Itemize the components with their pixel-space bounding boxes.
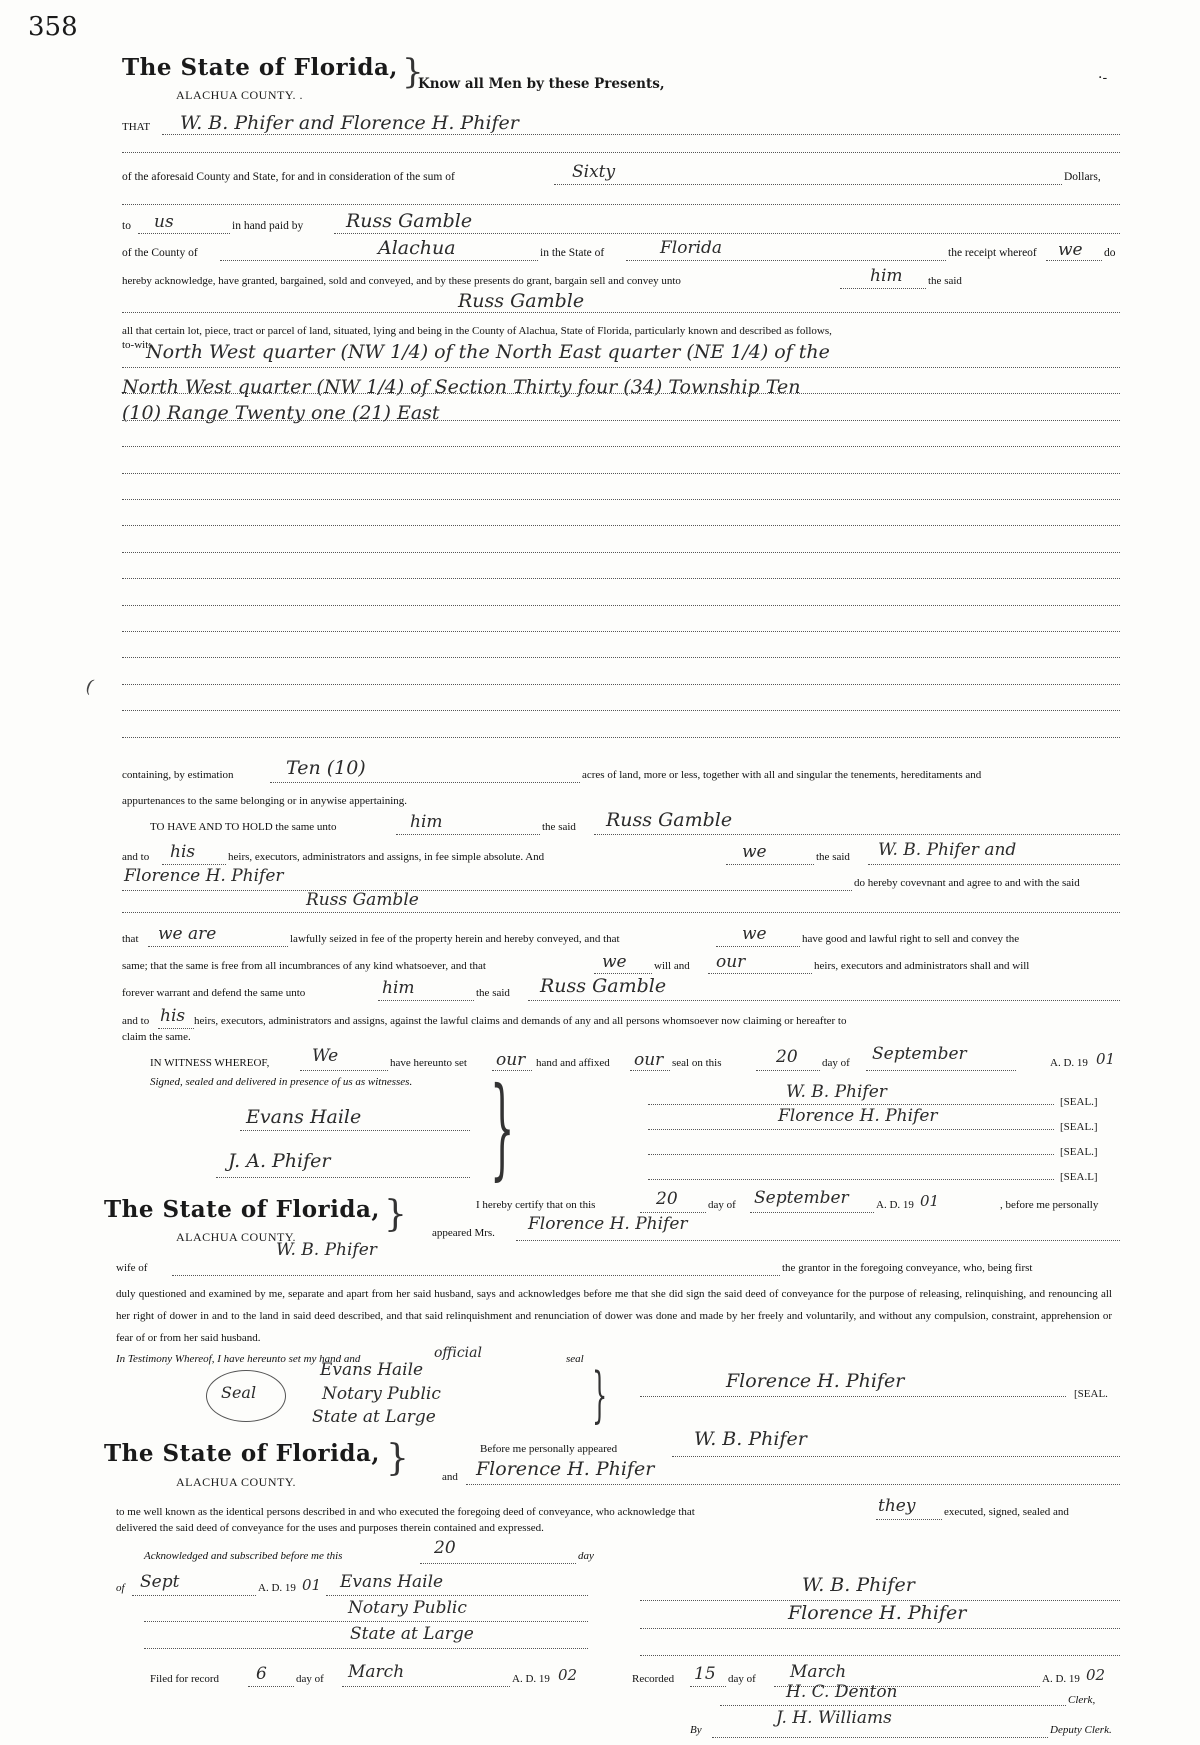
rule — [162, 864, 226, 865]
rule — [648, 1104, 1054, 1105]
grantor2-hw: Florence H. Phifer — [124, 866, 284, 886]
we-hw: we — [742, 842, 767, 862]
notary2-title-hw: Notary Public — [348, 1598, 467, 1618]
description-rule — [122, 552, 1120, 553]
have-set-label: have hereunto set — [390, 1057, 467, 1069]
notary-seal-stamp — [206, 1370, 286, 1422]
paid-by-hw: Russ Gamble — [346, 210, 473, 232]
sig2-hw: Florence H. Phifer — [778, 1106, 938, 1126]
rule — [840, 288, 926, 289]
rule — [594, 834, 1120, 835]
will-and-label: will and — [654, 960, 690, 972]
person1-hw: W. B. Phifer — [694, 1428, 807, 1450]
filed-month-hw: March — [348, 1662, 405, 1682]
the-said-label: the said — [928, 275, 962, 287]
lawfully-text: lawfully seized in fee of the property herein and hereby conveyed, and that — [290, 933, 620, 945]
rule — [172, 1275, 780, 1276]
grantee-hw-2: Russ Gamble — [606, 809, 733, 831]
description-rule — [122, 657, 1120, 658]
dollars-label: Dollars, — [1064, 171, 1101, 183]
description-rule — [122, 393, 1120, 394]
rec-month-hw: March — [790, 1662, 847, 1682]
state-heading: The State of Florida, — [122, 54, 398, 81]
cert2-sig1-hw: W. B. Phifer — [802, 1574, 915, 1596]
cert1-month-hw: September — [754, 1188, 849, 1208]
mrs-hw: Florence H. Phifer — [528, 1214, 688, 1234]
acres-text: acres of land, more or less, together with all and singular the tenements, hereditaments and — [582, 769, 982, 781]
all-that-text: all that certain lot, piece, tract or parcel of land, situated, lying and being in the County of Alachua, State of Florida, particularly known and described as follows, — [122, 325, 832, 337]
receipt-hw: we — [1058, 240, 1083, 260]
rule — [300, 1070, 388, 1071]
rule — [648, 1154, 1054, 1155]
rule — [334, 233, 1120, 234]
rule — [626, 260, 946, 261]
rule — [122, 152, 1120, 153]
rule — [720, 1705, 1066, 1706]
seal-3: [SEAL.] — [1060, 1146, 1098, 1158]
witness-day-hw: 20 — [776, 1047, 798, 1067]
sum-hw: Sixty — [572, 162, 616, 182]
cert2-sig2-hw: Florence H. Phifer — [788, 1602, 967, 1624]
rule — [162, 134, 1120, 135]
rule — [248, 1686, 294, 1687]
his-hw: his — [170, 842, 196, 862]
to-wit-label: to-wit: — [122, 339, 152, 351]
state-hw: Florida — [660, 238, 723, 258]
seal-stamp-hw: Seal — [221, 1383, 257, 1402]
rule — [1046, 260, 1102, 261]
description-rule — [122, 605, 1120, 606]
witness-year-hw: 01 — [1096, 1050, 1116, 1068]
have-good-text: have good and lawful right to sell and convey the — [802, 933, 1020, 945]
rule — [144, 1621, 588, 1622]
heirs3-text: heirs, executors, administrators and assigns, against the lawful claims and demands of any and all persons whomsoever now claiming or hereafter to — [194, 1015, 847, 1027]
that-label-2: that — [122, 933, 139, 945]
cert1-county: ALACHUA COUNTY. — [176, 1230, 296, 1244]
rule — [866, 1070, 1016, 1071]
cert1-year-hw: 01 — [920, 1192, 940, 1210]
rule — [138, 233, 230, 234]
appurtenances-text: appurtenances to the same belonging or in anywise appertaining. — [122, 795, 407, 807]
the-said-4: the said — [476, 987, 510, 999]
rule — [712, 1737, 1048, 1738]
description-rule — [122, 367, 1120, 368]
our-hw: our — [716, 952, 746, 972]
description-rule — [122, 578, 1120, 579]
rule — [554, 184, 1062, 185]
the-said-3: the said — [816, 851, 850, 863]
heirs2-text: heirs, executors and administrators shall and will — [814, 960, 1030, 972]
forever-text: forever warrant and defend the same unto — [122, 987, 306, 999]
to-label: to — [122, 220, 131, 232]
signed-text: Signed, sealed and delivered in presence of us as witnesses. — [150, 1076, 413, 1088]
rule — [640, 1655, 1120, 1656]
grantor1-hw: W. B. Phifer and — [878, 840, 1017, 860]
clerk-label: Clerk, — [1068, 1694, 1096, 1706]
cert2-body2: delivered the said deed of conveyance for the uses and purposes therein contained and expressed. — [116, 1522, 544, 1534]
description-rule — [122, 473, 1120, 474]
claim-text: claim the same. — [122, 1031, 191, 1043]
that-label: THAT — [122, 121, 151, 133]
to-have-text: TO HAVE AND TO HOLD the same unto — [150, 821, 337, 833]
rule — [528, 1000, 1120, 1001]
certify-text: I hereby certify that on this — [476, 1199, 596, 1211]
to-hw: us — [154, 212, 174, 232]
rule — [640, 1628, 1120, 1629]
him-hw: him — [382, 978, 415, 998]
sig1-hw: W. B. Phifer — [786, 1082, 887, 1102]
paid-by-label: in hand paid by — [232, 220, 304, 232]
description-rule — [122, 525, 1120, 526]
receipt-label: the receipt whereof — [948, 247, 1037, 259]
we-hw-3: we — [602, 952, 627, 972]
ack-day-label: day — [578, 1550, 594, 1562]
person2-hw: Florence H. Phifer — [476, 1458, 655, 1480]
rule — [420, 1563, 576, 1564]
rule — [640, 1396, 1066, 1397]
do-label: do — [1104, 247, 1116, 259]
rule — [516, 1240, 1120, 1241]
cert1-sig-hw: Florence H. Phifer — [726, 1370, 905, 1392]
cert1-before-me: , before me personally — [1000, 1199, 1099, 1211]
seal-2: [SEAL.] — [1060, 1121, 1098, 1133]
rule — [216, 1177, 470, 1178]
heirs-text: heirs, executors, administrators and assigns, in fee simple absolute. And — [228, 851, 545, 863]
rule — [648, 1129, 1054, 1130]
our-witness-hw: our — [496, 1050, 526, 1070]
same-text: same; that the same is free from all incumbrances of any kind whatsoever, and that — [122, 960, 486, 972]
rule — [640, 1600, 1120, 1601]
the-said-2: the said — [542, 821, 576, 833]
cert2-and: and — [442, 1471, 458, 1483]
day-of-label: day of — [822, 1057, 850, 1069]
cert1-brace: } — [384, 1194, 407, 1235]
appeared-label: appeared Mrs. — [432, 1227, 495, 1239]
ack-year-hw: 01 — [302, 1576, 322, 1594]
ad-label: A. D. 19 — [1050, 1057, 1088, 1069]
rule — [876, 1519, 942, 1520]
rec-day-of: day of — [728, 1673, 756, 1685]
rule — [726, 864, 814, 865]
we-witness-hw: We — [312, 1046, 339, 1066]
official-hw: official — [434, 1345, 482, 1361]
notary1-title-hw: Notary Public — [322, 1384, 441, 1404]
ack-text: Acknowledged and subscribed before me this — [144, 1550, 343, 1562]
recorded-label: Recorded — [632, 1673, 675, 1685]
rule — [144, 1648, 588, 1649]
ack-month-hw: Sept — [140, 1572, 180, 1592]
description-rule — [122, 710, 1120, 711]
witness2-hw: J. A. Phifer — [228, 1150, 331, 1172]
rule — [240, 1130, 470, 1131]
his-hw-2: his — [160, 1006, 186, 1026]
notary1-state-hw: State at Large — [312, 1407, 436, 1427]
description-line-2: North West quarter (NW 1/4) of Section Thirty four (34) Township Ten — [122, 376, 801, 398]
rule — [690, 1686, 726, 1687]
hereby-text: hereby acknowledge, have granted, bargained, sold and conveyed, and by these presents do grant, bargain sell and convey unto — [122, 275, 681, 287]
rule — [672, 1456, 1120, 1457]
rule — [466, 1484, 1120, 1485]
filed-ad: A. D. 19 — [512, 1673, 550, 1685]
witness-brace: } — [490, 1063, 515, 1191]
cert2-brace: } — [386, 1438, 409, 1479]
witness-month-hw: September — [872, 1044, 967, 1064]
rule — [594, 973, 652, 974]
grantor-text: the grantor in the foregoing conveyance, who, being first — [782, 1262, 1033, 1274]
description-rule — [122, 684, 1120, 685]
rule — [220, 260, 538, 261]
they-hw: they — [878, 1496, 916, 1516]
rule — [630, 1070, 670, 1071]
unto-hw: him — [870, 266, 903, 286]
we-are-hw: we are — [158, 924, 217, 944]
testimony-text: In Testimony Whereof, I have hereunto set my hand and — [116, 1353, 361, 1365]
cert1-seal: [SEAL. — [1074, 1388, 1108, 1400]
rule — [378, 1000, 474, 1001]
cert2-county: ALACHUA COUNTY. — [176, 1475, 296, 1489]
containing-label: containing, by estimation — [122, 769, 234, 781]
deputy-hw: J. H. Williams — [776, 1708, 892, 1728]
our2-witness-hw: our — [634, 1050, 664, 1070]
page-number: 358 — [28, 12, 78, 42]
description-rule — [122, 631, 1120, 632]
unto-hw-2: him — [410, 812, 443, 832]
seal-1: [SEAL.] — [1060, 1096, 1098, 1108]
cert1-state: The State of Florida, — [104, 1196, 380, 1223]
rule — [708, 973, 812, 974]
notary2-name-hw: Evans Haile — [340, 1572, 444, 1592]
rule — [342, 1686, 510, 1687]
rule — [122, 204, 1120, 205]
acres-hw: Ten (10) — [286, 757, 366, 779]
rule — [122, 912, 1120, 913]
seal-on-label: seal on this — [672, 1057, 722, 1069]
ack-day-hw: 20 — [434, 1538, 456, 1558]
brace: } — [402, 52, 424, 92]
county-heading: ALACHUA COUNTY. . — [176, 88, 303, 102]
rule — [640, 1212, 706, 1213]
cert1-sig-brace: } — [592, 1360, 608, 1430]
filed-label: Filed for record — [150, 1673, 220, 1685]
and-to-label: and to — [122, 851, 150, 863]
rule — [132, 1595, 256, 1596]
rule — [868, 864, 1120, 865]
aforesaid-text: of the aforesaid County and State, for and in consideration of the sum of — [122, 171, 455, 183]
in-state-label: in the State of — [540, 247, 605, 259]
rule — [750, 1212, 874, 1213]
deputy-label: Deputy Clerk. — [1050, 1724, 1112, 1736]
husband-hw: W. B. Phifer — [276, 1240, 377, 1260]
margin-mark: ·- — [1098, 70, 1108, 86]
cert2-body1b: executed, signed, sealed and — [944, 1506, 1069, 1518]
rule — [756, 1070, 820, 1071]
rule — [396, 834, 540, 835]
rule — [270, 782, 580, 783]
cert1-day-hw: 20 — [656, 1189, 678, 1209]
grantors-hw: W. B. Phifer and Florence H. Phifer — [180, 112, 519, 134]
description-line-1: North West quarter (NW 1/4) of the North East quarter (NE 1/4) of the — [146, 341, 830, 363]
margin-scribble: ( — [82, 675, 97, 698]
rec-year-hw: 02 — [1086, 1666, 1106, 1684]
rec-day-hw: 15 — [694, 1664, 716, 1684]
rule — [122, 312, 1120, 313]
hand-affixed-label: hand and affixed — [536, 1057, 610, 1069]
rule — [148, 946, 288, 947]
rule — [648, 1179, 1054, 1180]
county-hw: Alachua — [378, 237, 456, 259]
description-rule — [122, 420, 1120, 421]
grantee-hw-4: Russ Gamble — [540, 975, 667, 997]
wife-of-label: wife of — [116, 1262, 148, 1274]
cert1-ad: A. D. 19 — [876, 1199, 914, 1211]
cert2-state: The State of Florida, — [104, 1440, 380, 1467]
rec-ad: A. D. 19 — [1042, 1673, 1080, 1685]
rule — [158, 1028, 194, 1029]
seal-word: seal — [566, 1353, 584, 1365]
by-label: By — [690, 1724, 702, 1736]
know-all-men: Know all Men by these Presents, — [418, 76, 665, 92]
in-witness-label: IN WITNESS WHEREOF, — [150, 1057, 270, 1069]
rule — [716, 946, 800, 947]
grantee-hw-3: Russ Gamble — [306, 890, 419, 910]
filed-day-of: day of — [296, 1673, 324, 1685]
cert1-day-of: day of — [708, 1199, 736, 1211]
filed-year-hw: 02 — [558, 1666, 578, 1684]
cert2-body1: to me well known as the identical persons described in and who executed the foregoing deed of conveyance, who acknowledge that — [116, 1506, 695, 1518]
ack-of-label: of — [116, 1582, 125, 1594]
filed-day-hw: 6 — [256, 1664, 267, 1684]
cert2-before-me: Before me personally appeared — [480, 1443, 618, 1455]
we-hw-2: we — [742, 924, 767, 944]
rule — [326, 1595, 588, 1596]
rule — [122, 890, 852, 891]
grantee-hw: Russ Gamble — [458, 290, 585, 312]
description-rule — [122, 737, 1120, 738]
description-rule — [122, 446, 1120, 447]
description-line-3: (10) Range Twenty one (21) East — [122, 402, 440, 424]
covenant-text: do hereby covevnant and agree to and with the said — [854, 877, 1080, 889]
notary1-name-hw: Evans Haile — [320, 1360, 424, 1380]
seal-4: [SEA.L] — [1060, 1171, 1098, 1183]
notary2-state-hw: State at Large — [350, 1624, 474, 1644]
clerk-hw: H. C. Denton — [786, 1682, 898, 1702]
county-of-label: of the County of — [122, 247, 198, 259]
ack-ad: A. D. 19 — [258, 1582, 296, 1594]
and-to-label-2: and to — [122, 1015, 150, 1027]
description-rule — [122, 499, 1120, 500]
witness1-hw: Evans Haile — [246, 1106, 362, 1128]
cert1-body: duly questioned and examined by me, separate and apart from her said husband, says and acknowledges before me that she did sign the said deed of conveyance for the purpose of releasing, relinquishing, and renouncing all her right of dower in and to the land in said deed described, and that said relinquishment and renunciation of dower was done and made by her freely and voluntarily, and without any compulsion, constraint, apprehension or fear of or from her said husband. — [116, 1288, 1112, 1344]
